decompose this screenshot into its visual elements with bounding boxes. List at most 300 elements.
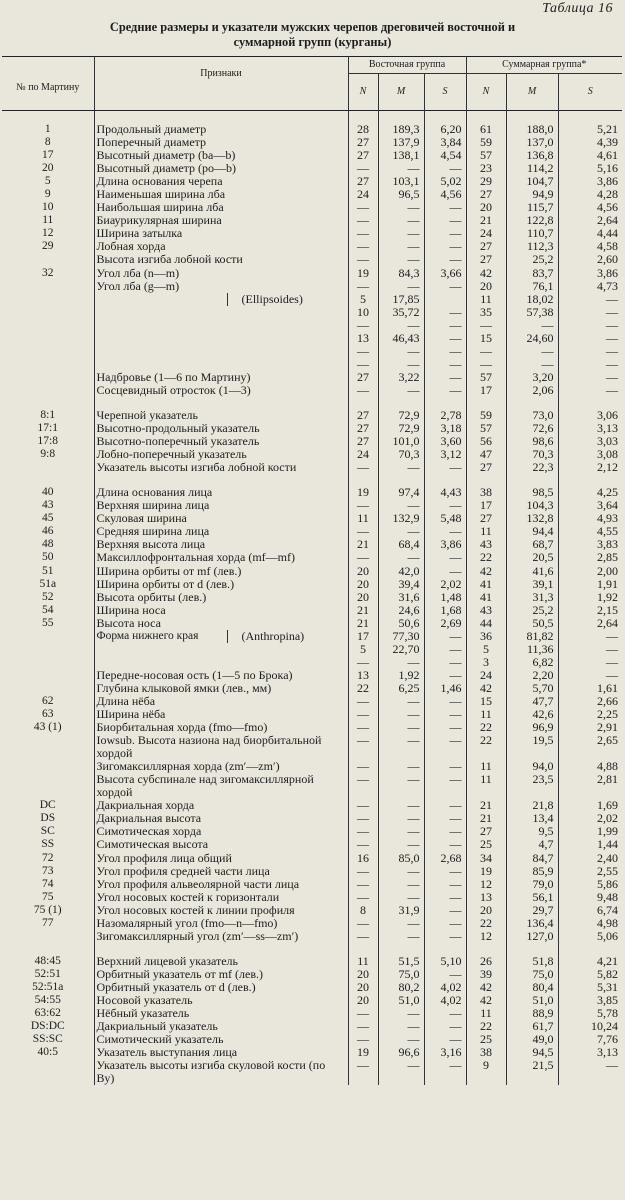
east-m-cell: — <box>378 280 424 293</box>
feature-name <box>94 1033 348 1046</box>
east-s-cell: — <box>424 345 466 358</box>
east-m-cell: — <box>378 878 424 891</box>
feature-text: Высотно-продольный указатель <box>96 422 260 436</box>
feature-text: Скуловая ширина <box>96 512 187 526</box>
total-n-cell: 3 <box>466 656 506 669</box>
feature-name <box>94 149 348 162</box>
east-n-cell: — <box>348 280 378 293</box>
east-n-cell: — <box>348 865 378 878</box>
total-s-cell: 10,24 <box>591 1020 618 1034</box>
east-s-cell: 2,68 <box>424 852 466 865</box>
total-n-cell: 22 <box>466 917 506 930</box>
feature-name <box>94 227 348 240</box>
total-n-cell: 22 <box>466 721 506 734</box>
spacer-cell <box>424 397 466 409</box>
total-s-cell: 4,93 <box>597 512 618 526</box>
feature-text: Поперечный диаметр <box>96 136 207 150</box>
feature-name <box>94 812 348 825</box>
feature-text: Угол носовых костей к линии профиля <box>96 903 295 917</box>
east-n-cell: 20 <box>348 578 378 591</box>
total-m-cell: 104,7 <box>506 175 558 188</box>
east-n-cell: — <box>348 891 378 904</box>
total-m-cell: 85,9 <box>506 865 558 878</box>
total-m-cell: 112,3 <box>506 240 558 253</box>
table-row <box>2 474 622 486</box>
total-m-cell: 49,0 <box>506 1033 558 1046</box>
east-s-cell: — <box>424 838 466 851</box>
feature-name <box>94 201 348 214</box>
east-s-cell: — <box>424 760 466 773</box>
east-n-cell: 11 <box>348 955 378 968</box>
col-header-s-total: S <box>587 86 593 97</box>
east-n-cell: 20 <box>348 968 378 981</box>
total-s-cell: — <box>606 383 618 397</box>
martin-number: 51 <box>2 565 94 578</box>
total-m-cell: 41,6 <box>506 565 558 578</box>
east-n-cell: 24 <box>348 448 378 461</box>
spacer-cell <box>466 397 506 409</box>
table-row <box>2 656 622 669</box>
feature-name <box>94 422 348 435</box>
total-s-cell: — <box>606 344 618 358</box>
east-m-cell: — <box>378 695 424 708</box>
total-m-cell: 25,2 <box>506 604 558 617</box>
table-row <box>2 708 622 721</box>
east-s-cell: 3,84 <box>424 136 466 149</box>
feature-name <box>94 955 348 968</box>
total-s-cell: 5,06 <box>597 929 618 943</box>
total-n-cell: 17 <box>466 499 506 512</box>
total-s-cell: — <box>606 655 618 669</box>
east-m-cell: — <box>378 930 424 943</box>
total-n-cell: — <box>466 358 506 371</box>
east-m-cell: 51,5 <box>378 955 424 968</box>
spacer-cell <box>378 397 424 409</box>
table-row <box>2 332 622 345</box>
martin-number: 40 <box>2 486 94 499</box>
total-s-cell: — <box>606 668 618 682</box>
total-s-cell: 2,02 <box>597 812 618 826</box>
feature-name <box>94 865 348 878</box>
east-s-cell: 5,48 <box>424 512 466 525</box>
east-s-cell: 4,02 <box>424 981 466 994</box>
east-s-cell: — <box>424 1033 466 1046</box>
east-n-cell: — <box>348 345 378 358</box>
east-s-cell: 5,02 <box>424 175 466 188</box>
feature-name <box>94 214 348 227</box>
total-s-cell: 4,44 <box>597 227 618 241</box>
east-n-cell: 5 <box>348 643 378 656</box>
east-m-cell: — <box>378 358 424 371</box>
table-row <box>2 422 622 435</box>
east-m-cell: 138,1 <box>378 149 424 162</box>
east-m-cell: — <box>378 1020 424 1033</box>
east-s-cell: 4,54 <box>424 149 466 162</box>
feature-text: Максиллофронтальная хорда (mf—mf) <box>96 551 295 565</box>
east-m-cell: — <box>378 319 424 332</box>
total-n-cell: 5 <box>466 643 506 656</box>
table-row <box>2 799 622 812</box>
spacer-cell <box>348 943 378 955</box>
spacer-cell <box>424 943 466 955</box>
east-s-cell: — <box>424 551 466 564</box>
feature-name <box>94 708 348 721</box>
east-n-cell: — <box>348 551 378 564</box>
martin-number: 9:8 <box>2 448 94 461</box>
feature-name <box>94 525 348 538</box>
east-s-cell: — <box>424 825 466 838</box>
martin-number: 63 <box>2 708 94 721</box>
table-row <box>2 188 622 201</box>
total-n-cell: 21 <box>466 812 506 825</box>
feature-text: Биорбитальная хорда (fmo—fmo) <box>96 721 268 735</box>
total-s-cell: 3,86 <box>597 266 618 280</box>
feature-text: Орбитный указатель от mf (лев.) <box>96 967 263 981</box>
east-n-cell: 17 <box>348 630 378 643</box>
spacer-cell <box>94 474 348 486</box>
martin-number: 74 <box>2 878 94 891</box>
col-header-group-total: Суммарная группа* <box>466 57 622 74</box>
table-row <box>2 162 622 175</box>
feature-name <box>94 162 348 175</box>
total-n-cell: 61 <box>466 123 506 136</box>
martin-number <box>2 760 94 773</box>
martin-number: 52:51 <box>2 968 94 981</box>
feature-name <box>94 486 348 499</box>
feature-text: Ширина орбиты от mf (лев.) <box>96 564 242 578</box>
total-s-cell: 3,13 <box>597 422 618 436</box>
east-n-cell: 10 <box>348 306 378 319</box>
east-s-cell: — <box>424 332 466 345</box>
total-s-cell: 3,64 <box>597 499 618 513</box>
total-m-cell: 136,8 <box>506 149 558 162</box>
east-m-cell: — <box>378 499 424 512</box>
east-n-cell: 27 <box>348 409 378 422</box>
east-n-cell: — <box>348 838 378 851</box>
total-m-cell: 94,5 <box>506 1046 558 1059</box>
total-n-cell: 57 <box>466 149 506 162</box>
martin-number <box>2 371 94 384</box>
total-s-cell: 1,92 <box>597 590 618 604</box>
feature-text: Высота носа <box>96 616 161 630</box>
feature-name <box>94 643 348 656</box>
col-header-group-east: Восточная группа <box>348 57 466 74</box>
east-m-cell: 6,25 <box>378 682 424 695</box>
total-m-cell: — <box>506 345 558 358</box>
total-n-cell: 27 <box>466 253 506 266</box>
table-row <box>2 721 622 734</box>
feature-name <box>94 1020 348 1033</box>
feature-text: Носовой указатель <box>96 994 193 1007</box>
total-m-cell: 132,8 <box>506 512 558 525</box>
feature-name <box>94 512 348 525</box>
table-row <box>2 306 622 319</box>
table-row <box>2 358 622 371</box>
feature-text: Ширина орбиты от d (лев.) <box>96 577 235 591</box>
feature-text: Орбитный указатель от d (лев.) <box>96 980 256 994</box>
east-n-cell: — <box>348 721 378 734</box>
total-m-cell: 94,0 <box>506 760 558 773</box>
total-n-cell: 26 <box>466 955 506 968</box>
east-m-cell: 24,6 <box>378 604 424 617</box>
feature-name <box>94 175 348 188</box>
east-n-cell: 27 <box>348 136 378 149</box>
total-m-cell: 80,4 <box>506 981 558 994</box>
martin-number: DC <box>2 799 94 812</box>
east-s-cell: 4,43 <box>424 486 466 499</box>
martin-number <box>2 319 94 332</box>
table-row <box>2 643 622 656</box>
total-m-cell: 79,0 <box>506 878 558 891</box>
table-row <box>2 591 622 604</box>
feature-text: Ширина нёба <box>96 708 166 722</box>
total-n-cell: 24 <box>466 227 506 240</box>
east-m-cell: 22,70 <box>378 643 424 656</box>
east-m-cell: 103,1 <box>378 175 424 188</box>
martin-number <box>2 306 94 319</box>
total-n-cell: 56 <box>466 435 506 448</box>
feature-name <box>94 878 348 891</box>
east-n-cell: — <box>348 461 378 474</box>
east-n-cell: 20 <box>348 981 378 994</box>
total-s-cell: 2,00 <box>597 564 618 578</box>
feature-text: Лобная хорда <box>96 240 166 254</box>
east-s-cell: — <box>424 643 466 656</box>
feature-text: Передне-носовая ость (1—5 по Брока) <box>96 668 293 682</box>
total-s-cell: 5,16 <box>597 162 618 176</box>
feature-name <box>94 332 348 345</box>
total-m-cell: 21,8 <box>506 799 558 812</box>
col-header-n-east: N <box>348 74 378 111</box>
martin-number: DS <box>2 812 94 825</box>
east-m-cell: 72,9 <box>378 409 424 422</box>
total-n-cell: 17 <box>466 384 506 397</box>
east-s-cell: 2,69 <box>424 617 466 630</box>
martin-number <box>2 682 94 695</box>
east-m-cell: — <box>378 734 424 760</box>
total-m-cell: 3,20 <box>506 371 558 384</box>
east-s-cell: 1,68 <box>424 604 466 617</box>
table-row <box>2 136 622 149</box>
spacer-cell <box>506 397 558 409</box>
total-s-cell: — <box>606 318 618 332</box>
total-s-cell: 1,44 <box>597 838 618 852</box>
total-s-cell: 4,39 <box>597 136 618 150</box>
east-s-cell: — <box>424 630 466 643</box>
east-s-cell: 1,48 <box>424 591 466 604</box>
total-n-cell: 13 <box>466 891 506 904</box>
east-n-cell: 28 <box>348 123 378 136</box>
spacer-cell <box>2 943 94 955</box>
total-m-cell: 39,1 <box>506 578 558 591</box>
east-s-cell: 2,78 <box>424 409 466 422</box>
east-n-cell: 20 <box>348 565 378 578</box>
east-n-cell: 21 <box>348 617 378 630</box>
total-s-cell: 3,85 <box>597 994 618 1007</box>
table-row <box>2 384 622 397</box>
total-s-cell: 4,98 <box>597 916 618 930</box>
east-m-cell: 50,6 <box>378 617 424 630</box>
total-s-cell: 4,73 <box>597 279 618 293</box>
martin-number: 46 <box>2 525 94 538</box>
martin-number: 1 <box>2 123 94 136</box>
total-n-cell: 57 <box>466 371 506 384</box>
spacer-cell <box>466 474 506 486</box>
total-m-cell: 42,6 <box>506 708 558 721</box>
martin-number: 75 <box>2 891 94 904</box>
east-m-cell: — <box>378 1033 424 1046</box>
table-row <box>2 240 622 253</box>
total-m-cell: 19,5 <box>506 734 558 760</box>
total-n-cell: 11 <box>466 525 506 538</box>
martin-number: 45 <box>2 512 94 525</box>
total-s-cell: 1,61 <box>597 681 618 695</box>
feature-text: Наименьшая ширина лба <box>96 188 226 202</box>
table-row <box>2 214 622 227</box>
east-m-cell: — <box>378 461 424 474</box>
east-s-cell: 3,12 <box>424 448 466 461</box>
total-n-cell: 59 <box>466 409 506 422</box>
total-s-cell: 6,74 <box>597 903 618 917</box>
total-m-cell: 72,6 <box>506 422 558 435</box>
feature-text: Зигомаксиллярный угол (zm′—ss—zm′) <box>96 929 299 943</box>
total-n-cell: 21 <box>466 799 506 812</box>
feature-name <box>94 461 348 474</box>
east-n-cell: — <box>348 760 378 773</box>
east-s-cell: — <box>424 1020 466 1033</box>
feature-name <box>94 825 348 838</box>
data-table <box>2 56 622 1085</box>
east-s-cell: — <box>424 1007 466 1020</box>
total-m-cell: 31,3 <box>506 591 558 604</box>
total-s-cell: — <box>606 629 618 643</box>
total-n-cell: 57 <box>466 422 506 435</box>
total-s-cell: 3,13 <box>597 1046 618 1060</box>
feature-text: Лобно-поперечный указатель <box>96 448 247 462</box>
total-n-cell: 12 <box>466 878 506 891</box>
east-n-cell: 20 <box>348 591 378 604</box>
east-m-cell: — <box>378 551 424 564</box>
east-n-cell: 27 <box>348 175 378 188</box>
feature-name <box>94 345 348 358</box>
east-m-cell: — <box>378 384 424 397</box>
martin-number <box>2 293 94 306</box>
feature-name <box>94 838 348 851</box>
feature-name <box>94 240 348 253</box>
east-m-cell: 96,5 <box>378 188 424 201</box>
east-m-cell: — <box>378 838 424 851</box>
east-m-cell: 46,43 <box>378 332 424 345</box>
total-n-cell: 38 <box>466 1046 506 1059</box>
east-n-cell: 13 <box>348 332 378 345</box>
spacer-cell <box>378 943 424 955</box>
east-s-cell: — <box>424 227 466 240</box>
table-row <box>2 1007 622 1020</box>
martin-number: 8:1 <box>2 409 94 422</box>
total-n-cell: 27 <box>466 825 506 838</box>
feature-text: Длина нёба <box>96 694 156 708</box>
east-s-cell: — <box>424 734 466 760</box>
east-s-cell: 4,02 <box>424 994 466 1007</box>
martin-number: 5 <box>2 175 94 188</box>
feature-subtype: (Anthropina) <box>241 629 305 643</box>
table-row <box>2 669 622 682</box>
east-n-cell: — <box>348 499 378 512</box>
east-n-cell: 19 <box>348 486 378 499</box>
east-s-cell: — <box>424 162 466 175</box>
total-s-cell: 2,40 <box>597 851 618 865</box>
martin-number: 43 <box>2 499 94 512</box>
total-m-cell: 56,1 <box>506 891 558 904</box>
feature-name <box>94 448 348 461</box>
table-row <box>2 565 622 578</box>
feature-text: Глубина клыковой ямки (лев., мм) <box>96 681 272 695</box>
feature-name <box>94 968 348 981</box>
total-n-cell: 11 <box>466 1007 506 1020</box>
east-n-cell: — <box>348 930 378 943</box>
total-n-cell: 20 <box>466 201 506 214</box>
east-n-cell: — <box>348 1007 378 1020</box>
east-n-cell: 27 <box>348 149 378 162</box>
east-s-cell: 2,02 <box>424 578 466 591</box>
martin-number: 11 <box>2 214 94 227</box>
feature-name <box>94 136 348 149</box>
col-header-s-east: S <box>424 74 466 111</box>
east-m-cell: 42,0 <box>378 565 424 578</box>
martin-number: 54 <box>2 604 94 617</box>
martin-number: 43 (1) <box>2 721 94 734</box>
total-s-cell: 5,86 <box>597 877 618 891</box>
east-n-cell: — <box>348 1033 378 1046</box>
east-s-cell: — <box>424 878 466 891</box>
east-s-cell: 1,46 <box>424 682 466 695</box>
table-row <box>2 149 622 162</box>
feature-name <box>94 734 348 760</box>
feature-text: Высота субспинале над зигомаксиллярной хордой <box>96 773 314 800</box>
martin-number <box>2 630 94 643</box>
feature-name <box>94 917 348 930</box>
east-m-cell: 75,0 <box>378 968 424 981</box>
total-s-cell: — <box>606 1059 618 1073</box>
total-n-cell: 59 <box>466 136 506 149</box>
total-n-cell: — <box>466 319 506 332</box>
east-m-cell: 84,3 <box>378 267 424 280</box>
total-m-cell: 24,60 <box>506 332 558 345</box>
east-s-cell: — <box>424 968 466 981</box>
feature-text: Высота изгиба лобной кости <box>96 253 243 267</box>
east-n-cell: 13 <box>348 669 378 682</box>
martin-number <box>2 734 94 760</box>
east-n-cell: — <box>348 358 378 371</box>
east-m-cell: 132,9 <box>378 512 424 525</box>
east-s-cell <box>424 293 466 306</box>
martin-number <box>2 461 94 474</box>
east-s-cell: 4,56 <box>424 188 466 201</box>
table-row <box>2 253 622 266</box>
table-row <box>2 201 622 214</box>
feature-text: Верхний лицевой указатель <box>96 954 239 968</box>
feature-name <box>94 891 348 904</box>
total-s-cell: — <box>606 331 618 345</box>
total-m-cell: — <box>506 358 558 371</box>
feature-name <box>94 773 348 799</box>
total-s-cell: 2,64 <box>597 616 618 630</box>
feature-name <box>94 760 348 773</box>
total-n-cell: 25 <box>466 838 506 851</box>
total-s-cell: 2,64 <box>597 214 618 228</box>
feature-name <box>94 695 348 708</box>
east-s-cell: — <box>424 917 466 930</box>
